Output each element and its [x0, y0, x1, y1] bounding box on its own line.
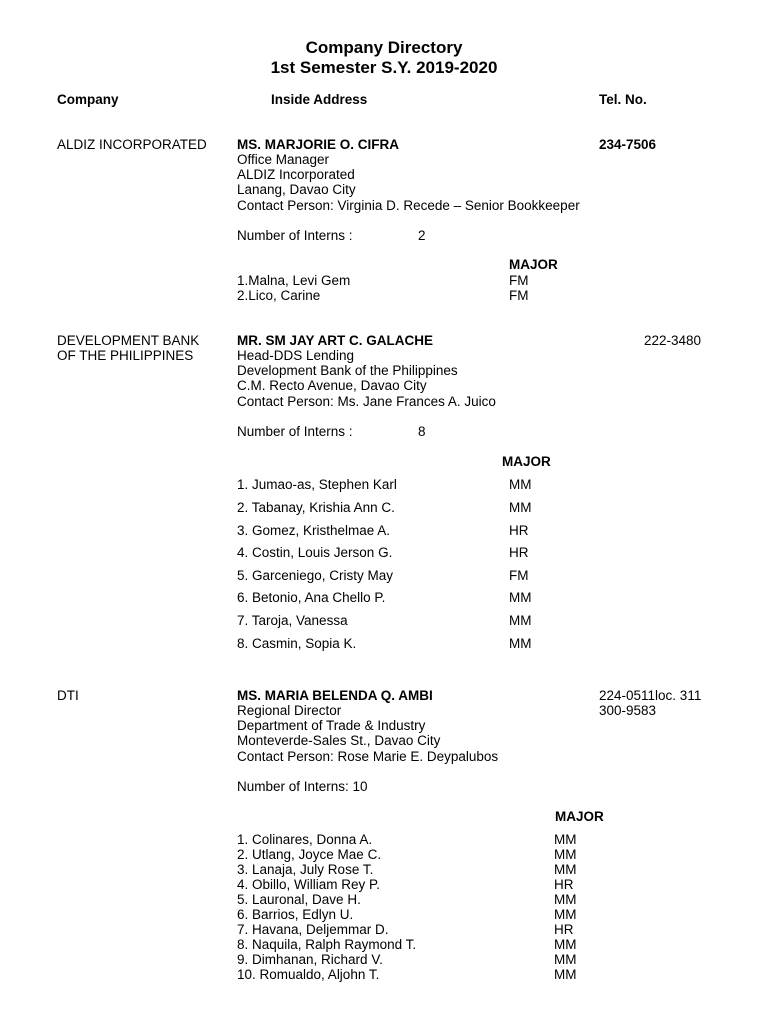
- intern-name: 2. Tabanay, Krishia Ann C.: [237, 500, 395, 515]
- inside-address: [237, 703, 498, 764]
- intern-major: HR: [509, 523, 529, 538]
- contact-name: MS. MARJORIE O. CIFRA: [237, 137, 400, 152]
- intern-major: MM: [554, 967, 577, 982]
- intern-name: 7. Havana, Deljemmar D.: [237, 922, 389, 937]
- intern-major: MM: [509, 613, 532, 628]
- address-line: Development Bank of the Philippines: [237, 363, 458, 379]
- telephone-number: 300-9583: [599, 703, 657, 718]
- intern-major: MM: [509, 590, 532, 605]
- intern-name: 1.Malna, Levi Gem: [237, 273, 351, 288]
- major-header: MAJOR: [555, 809, 604, 824]
- interns-count-label: Number of Interns: 10: [237, 779, 368, 794]
- interns-count-value: 2: [418, 228, 426, 243]
- column-header-inside-address: Inside Address: [271, 92, 368, 107]
- address-line: ALDIZ Incorporated: [237, 167, 355, 183]
- address-line: Lanang, Davao City: [237, 182, 356, 198]
- intern-major: MM: [509, 477, 532, 492]
- intern-major: MM: [554, 952, 577, 967]
- intern-name: 3. Gomez, Kristhelmae A.: [237, 523, 391, 538]
- address-line: C.M. Recto Avenue, Davao City: [237, 378, 427, 394]
- intern-name: 8. Casmin, Sopia K.: [237, 636, 357, 651]
- intern-name: 8. Naquila, Ralph Raymond T.: [237, 937, 417, 952]
- major-header: MAJOR: [509, 257, 558, 272]
- intern-name: 5. Garceniego, Cristy May: [237, 568, 394, 583]
- intern-name: 6. Barrios, Edlyn U.: [237, 907, 354, 922]
- page-title: Company Directory: [305, 38, 463, 57]
- interns-count-label: Number of Interns :: [237, 228, 353, 243]
- contact-name: MS. MARIA BELENDA Q. AMBI: [237, 688, 433, 703]
- intern-major: FM: [509, 273, 529, 288]
- intern-major: FM: [509, 568, 529, 583]
- address-line: Contact Person: Ms. Jane Frances A. Juico: [237, 393, 496, 409]
- intern-name: 10. Romualdo, Aljohn T.: [237, 967, 380, 982]
- intern-name: 1. Colinares, Donna A.: [237, 832, 373, 847]
- intern-major: MM: [554, 832, 577, 847]
- intern-major: HR: [554, 877, 574, 892]
- page-subtitle: 1st Semester S.Y. 2019-2020: [270, 58, 498, 77]
- interns-count-value: 8: [418, 424, 426, 439]
- intern-major: MM: [509, 636, 532, 651]
- contact-name: MR. SM JAY ART C. GALACHE: [237, 333, 434, 348]
- address-line: Department of Trade & Industry: [237, 718, 426, 734]
- intern-name: 7. Taroja, Vanessa: [237, 613, 348, 628]
- intern-major: MM: [554, 847, 577, 862]
- company-name: DTI: [57, 688, 79, 703]
- address-line: Head-DDS Lending: [237, 348, 355, 363]
- address-line: Monteverde-Sales St., Davao City: [237, 733, 441, 749]
- column-header-tel: Tel. No.: [599, 92, 647, 107]
- intern-major: HR: [509, 545, 529, 560]
- intern-major: MM: [554, 862, 577, 877]
- inside-address: [237, 152, 580, 213]
- company-name: DEVELOPMENT BANK: [57, 333, 200, 348]
- telephone-number: 224-0511loc. 311: [599, 688, 702, 703]
- intern-name: 4. Costin, Louis Jerson G.: [237, 545, 393, 560]
- intern-major: MM: [554, 907, 577, 922]
- intern-name: 6. Betonio, Ana Chello P.: [237, 590, 386, 605]
- intern-major: MM: [509, 500, 532, 515]
- inside-address: [237, 348, 496, 409]
- intern-major: MM: [554, 892, 577, 907]
- address-line: Contact Person: Virginia D. Recede – Senior Bookkeeper: [237, 197, 580, 213]
- company-name: OF THE PHILIPPINES: [57, 348, 194, 363]
- intern-major: HR: [554, 922, 574, 937]
- intern-name: 5. Lauronal, Dave H.: [237, 892, 361, 907]
- address-line: Regional Director: [237, 703, 342, 718]
- intern-name: 2.Lico, Carine: [237, 288, 321, 303]
- intern-name: 3. Lanaja, July Rose T.: [237, 862, 374, 877]
- telephone-number: 222-3480: [644, 333, 702, 348]
- intern-name: 2. Utlang, Joyce Mae C.: [237, 847, 382, 862]
- major-header: MAJOR: [502, 454, 551, 469]
- company-name: ALDIZ INCORPORATED: [57, 137, 207, 152]
- column-header-company: Company: [57, 92, 119, 107]
- intern-name: 4. Obillo, William Rey P.: [237, 877, 381, 892]
- interns-count-label: Number of Interns :: [237, 424, 353, 439]
- address-line: Contact Person: Rose Marie E. Deypalubos: [237, 748, 499, 764]
- intern-major: FM: [509, 288, 529, 303]
- telephone-number: 234-7506: [599, 137, 657, 152]
- intern-major: MM: [554, 937, 577, 952]
- address-line: Office Manager: [237, 152, 330, 167]
- intern-name: 1. Jumao-as, Stephen Karl: [237, 477, 397, 492]
- intern-name: 9. Dimhanan, Richard V.: [237, 952, 383, 967]
